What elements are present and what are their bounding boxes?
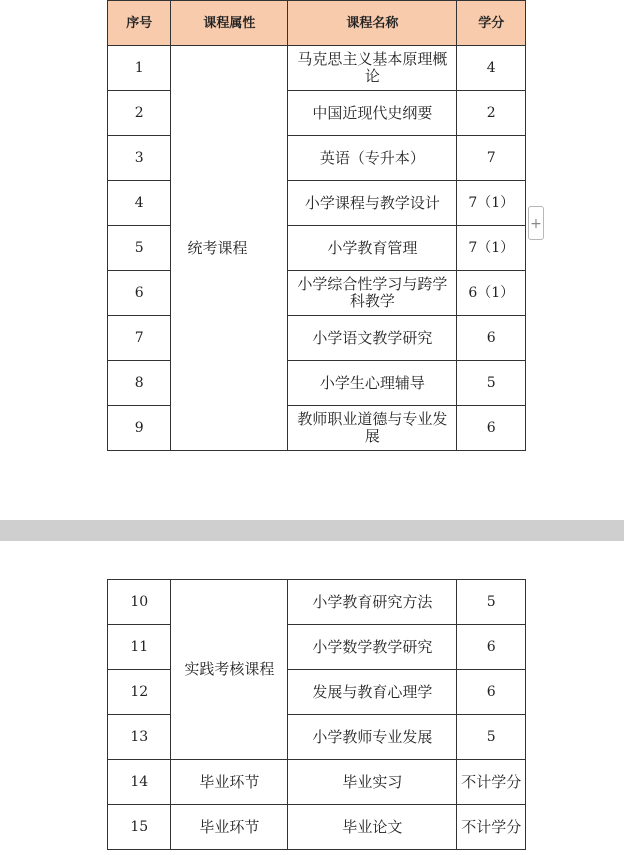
row-no: 2 — [108, 91, 171, 136]
table-row — [108, 406, 526, 451]
course-name: 英语（专升本） — [288, 136, 457, 181]
row-no: 13 — [108, 715, 171, 760]
course-credit: 5 — [457, 715, 526, 760]
course-credit: 5 — [457, 580, 526, 625]
course-name: 教师职业道德与专业发展 — [288, 406, 457, 451]
course-name: 发展与教育心理学 — [288, 670, 457, 715]
row-no: 14 — [108, 760, 171, 805]
course-name: 毕业论文 — [288, 805, 457, 850]
row-no: 10 — [108, 580, 171, 625]
table-row — [108, 361, 526, 406]
table-row — [108, 580, 526, 625]
course-credit: 不计学分 — [457, 760, 526, 805]
course-name: 小学语文教学研究 — [288, 316, 457, 361]
row-no: 7 — [108, 316, 171, 361]
course-attr-cell: 毕业环节 — [171, 760, 288, 805]
add-column-button[interactable]: + — [528, 206, 544, 240]
course-name: 马克思主义基本原理概论 — [288, 46, 457, 91]
row-no: 9 — [108, 406, 171, 451]
course-name: 小学生心理辅导 — [288, 361, 457, 406]
course-credit: 2 — [457, 91, 526, 136]
course-name: 小学数学教学研究 — [288, 625, 457, 670]
table-row — [108, 46, 526, 91]
table-row — [108, 91, 526, 136]
course-name: 小学综合性学习与跨学科教学 — [288, 271, 457, 316]
table-row — [108, 670, 526, 715]
row-no: 5 — [108, 226, 171, 271]
course-credit: 5 — [457, 361, 526, 406]
page-break-divider — [0, 520, 624, 541]
table-row — [108, 316, 526, 361]
course-credit: 6 — [457, 670, 526, 715]
table-row — [108, 805, 526, 850]
row-no: 15 — [108, 805, 171, 850]
row-no: 3 — [108, 136, 171, 181]
row-no: 4 — [108, 181, 171, 226]
header-seq: 序号 — [108, 1, 171, 46]
course-attr-cell: 毕业环节 — [171, 805, 288, 850]
course-credit: 7 — [457, 136, 526, 181]
course-attr-cell: 实践考核课程 — [171, 580, 288, 760]
row-no: 12 — [108, 670, 171, 715]
table-header-row — [108, 1, 526, 46]
course-name: 小学教师专业发展 — [288, 715, 457, 760]
row-no: 1 — [108, 46, 171, 91]
course-credit: 6 — [457, 406, 526, 451]
course-name: 小学课程与教学设计 — [288, 181, 457, 226]
row-no: 8 — [108, 361, 171, 406]
table-row — [108, 715, 526, 760]
course-name: 小学教育研究方法 — [288, 580, 457, 625]
course-credit: 6（1） — [457, 271, 526, 316]
course-credit: 7（1） — [457, 226, 526, 271]
table-row — [108, 625, 526, 670]
header-course-name: 课程名称 — [288, 1, 457, 46]
header-credit: 学分 — [457, 1, 526, 46]
table-row — [108, 136, 526, 181]
course-credit: 7（1） — [457, 181, 526, 226]
row-no: 6 — [108, 271, 171, 316]
course-name: 小学教育管理 — [288, 226, 457, 271]
course-table-practice — [107, 579, 526, 850]
course-attr-cell: 统考课程 — [171, 46, 288, 451]
course-credit: 6 — [457, 625, 526, 670]
table-row — [108, 181, 526, 226]
course-table-unified — [107, 0, 526, 451]
row-no: 11 — [108, 625, 171, 670]
header-attr: 课程属性 — [171, 1, 288, 46]
table-row — [108, 271, 526, 316]
table-row — [108, 226, 526, 271]
table-row — [108, 760, 526, 805]
course-name: 中国近现代史纲要 — [288, 91, 457, 136]
course-credit: 4 — [457, 46, 526, 91]
course-credit: 不计学分 — [457, 805, 526, 850]
course-credit: 6 — [457, 316, 526, 361]
course-name: 毕业实习 — [288, 760, 457, 805]
